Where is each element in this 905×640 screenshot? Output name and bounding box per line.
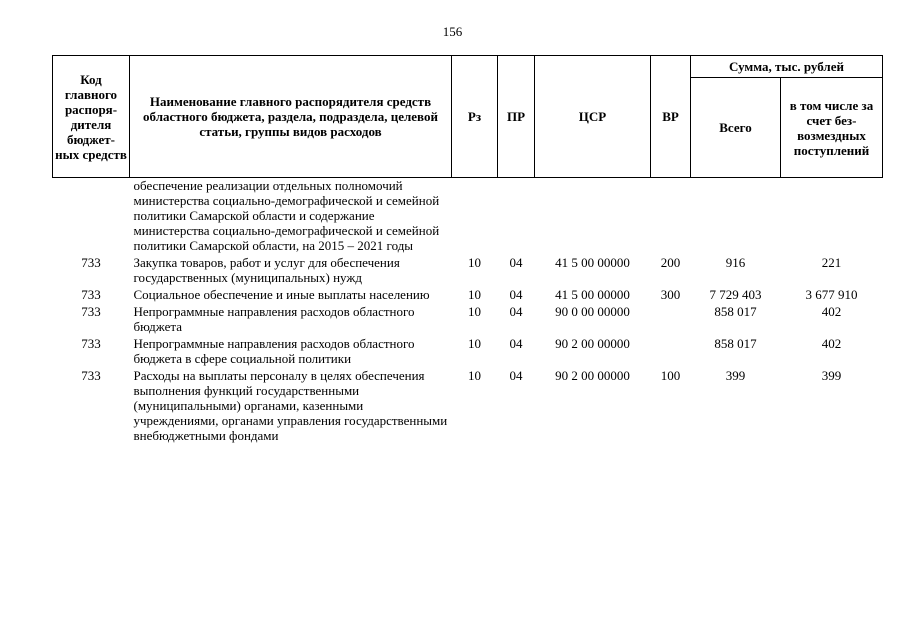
cell-name: Закупка товаров, работ и услуг для обеспечения государственных (муниципальных) нужд — [133, 255, 400, 285]
cell-code: 733 — [81, 336, 101, 351]
cell-pr: 04 — [509, 368, 523, 383]
cell-code: 733 — [81, 368, 101, 383]
cell-pr: 04 — [509, 304, 523, 319]
table-row — [53, 285, 883, 302]
cell-rz: 10 — [468, 255, 481, 270]
table-row — [53, 253, 883, 285]
cell-total: 399 — [725, 368, 746, 383]
cell-csr: 41 5 00 00000 — [555, 255, 630, 270]
header-code: Код главного распоря-дителя бюджет-ных средств — [53, 56, 130, 178]
cell-pr: 04 — [509, 287, 523, 302]
continuation-row — [53, 178, 883, 254]
cell-name: Непрограммные направления расходов областного бюджета — [133, 304, 415, 334]
cell-total: 916 — [725, 255, 746, 270]
table-header — [53, 56, 883, 178]
header-pr: ПР — [498, 56, 535, 178]
cell-pr: 04 — [509, 255, 523, 270]
cell-name: Социальное обеспечение и иные выплаты населению — [133, 287, 430, 302]
budget-table — [52, 55, 883, 443]
cell-name: Непрограммные направления расходов областного бюджета в сфере социальной политики — [133, 336, 415, 366]
table-row — [53, 366, 883, 443]
cell-rz: 10 — [468, 304, 481, 319]
header-rz: Рз — [452, 56, 498, 178]
header-incl: в том числе за счет без-возмездных поступлений — [781, 78, 883, 178]
cell-csr: 90 0 00 00000 — [555, 304, 630, 319]
cell-pr: 04 — [509, 336, 523, 351]
cell-total: 858 017 — [714, 304, 757, 319]
cell-incl: 402 — [821, 336, 842, 351]
header-vr: ВР — [651, 56, 691, 178]
cell-code: 733 — [81, 304, 101, 319]
header-name: Наименование главного распорядителя средств областного бюджета, раздела, подраздела, целевой статьи, группы видов расходов — [130, 56, 452, 178]
cell-vr — [651, 334, 691, 366]
header-csr: ЦСР — [535, 56, 651, 178]
cell-total: 7 729 403 — [709, 287, 762, 302]
header-sum: Сумма, тыс. рублей — [691, 56, 883, 78]
cell-csr: 41 5 00 00000 — [555, 287, 630, 302]
page-number: 156 — [442, 24, 463, 39]
continuation-text: обеспечение реализации отдельных полномочий министерства социально-демографической и семейной политики Самарской области и содержание министерства социально-демографической и семейной политики Самарской области, на 2015 – 2021 годы — [133, 178, 440, 253]
cell-csr: 90 2 00 00000 — [555, 336, 630, 351]
cell-rz: 10 — [468, 287, 481, 302]
cell-total: 858 017 — [714, 336, 757, 351]
header-total: Всего — [691, 78, 781, 178]
cell-incl: 399 — [821, 368, 842, 383]
table-row — [53, 302, 883, 334]
cell-vr: 100 — [660, 368, 681, 383]
table-row — [53, 334, 883, 366]
cell-rz: 10 — [468, 368, 481, 383]
cell-vr: 200 — [660, 255, 681, 270]
cell-vr: 300 — [660, 287, 681, 302]
cell-vr — [651, 302, 691, 334]
cell-csr: 90 2 00 00000 — [555, 368, 630, 383]
cell-code: 733 — [81, 287, 101, 302]
cell-rz: 10 — [468, 336, 481, 351]
cell-incl: 3 677 910 — [805, 287, 858, 302]
cell-incl: 221 — [821, 255, 842, 270]
cell-incl: 402 — [821, 304, 842, 319]
cell-code: 733 — [81, 255, 101, 270]
cell-name: Расходы на выплаты персоналу в целях обеспечения выполнения функций государственными (муниципальными) органами, казенными учреждениями, органами управления государственными внебюджетными фондами — [133, 368, 448, 443]
